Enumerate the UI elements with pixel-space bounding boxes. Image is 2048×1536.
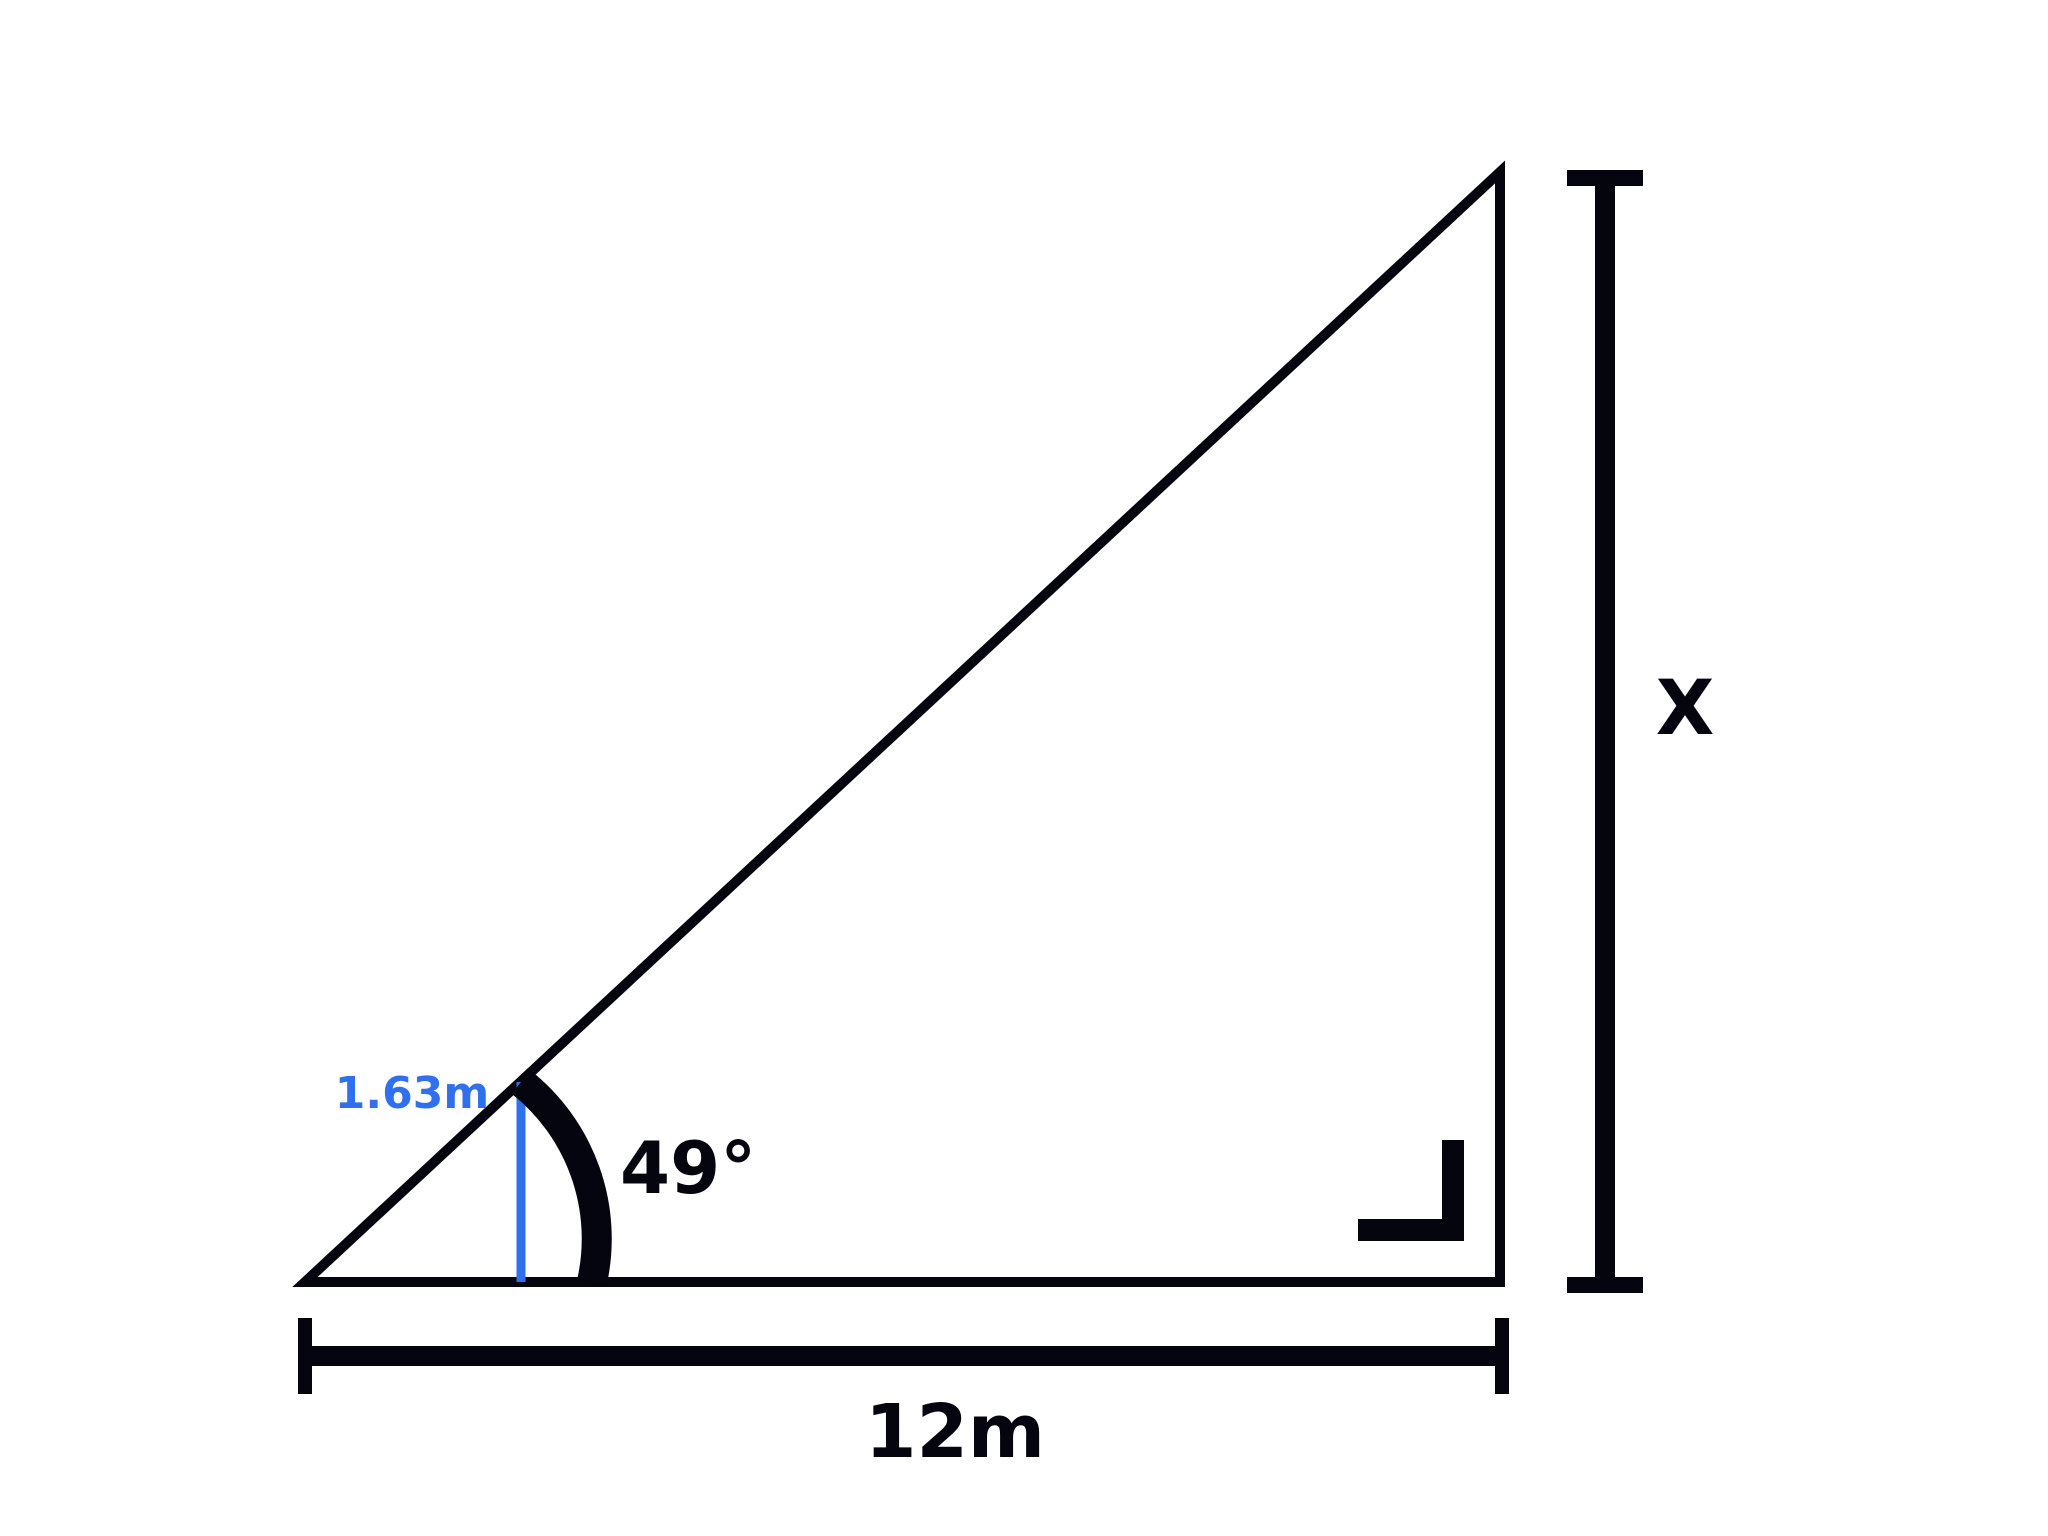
unknown-height-label: X (1655, 663, 1715, 752)
small-height-label: 1.63m (334, 1068, 490, 1119)
angle-arc (521, 1082, 597, 1282)
right-angle-marker (1358, 1140, 1453, 1230)
angle-label: 49° (620, 1126, 757, 1210)
base-length-label: 12m (864, 1389, 1046, 1475)
